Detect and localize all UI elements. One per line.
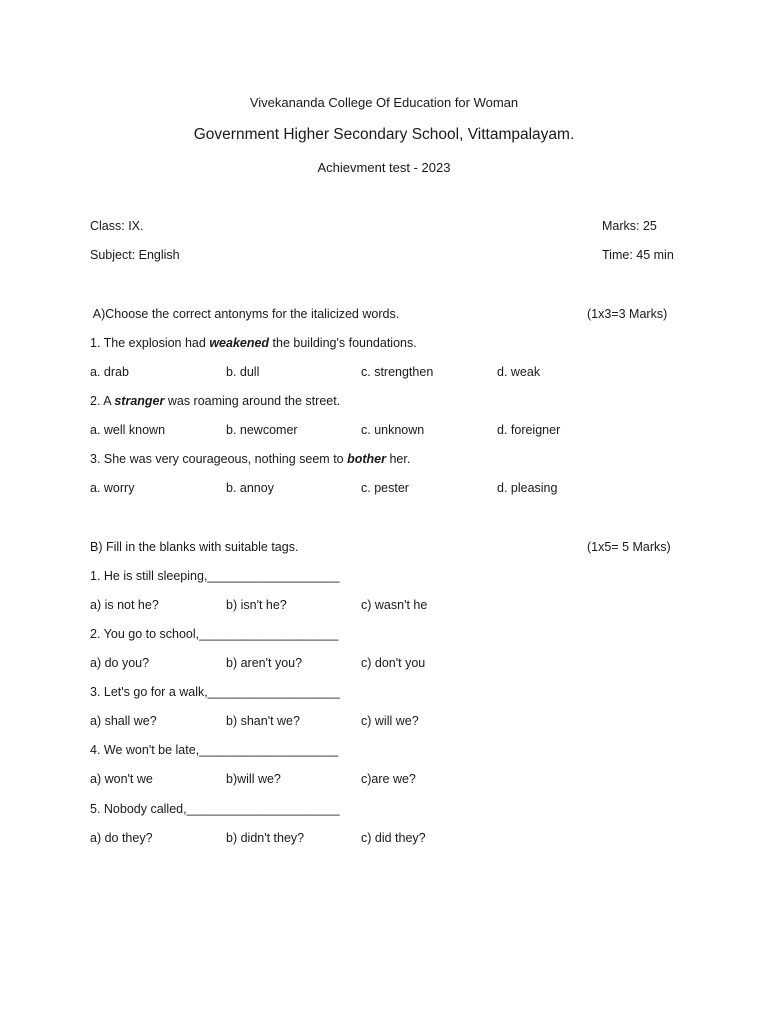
options-b5 (90, 830, 690, 846)
marks-label: Marks: 25 (602, 219, 657, 233)
question-b2: 2. You go to school,____________________ (90, 627, 339, 641)
option: d. pleasing (497, 481, 558, 495)
option: c. pester (361, 481, 409, 495)
question-text: the building's foundations. (269, 336, 417, 350)
option: c)are we? (361, 772, 416, 786)
options-a1 (90, 364, 690, 380)
option: b)will we? (226, 772, 281, 786)
question-text: 1. The explosion had (90, 336, 210, 350)
option: a) do you? (90, 656, 150, 670)
option: d. weak (497, 365, 541, 379)
class-label: Class: IX. (90, 219, 144, 233)
section-a-marks: (1x3=3 Marks) (587, 307, 668, 321)
question-b4: 4. We won't be late,____________________ (90, 743, 339, 757)
option: b. annoy (226, 481, 274, 495)
subject-label: Subject: English (90, 248, 180, 262)
section-a-heading: A)Choose the correct antonyms for the italicized words. (90, 307, 400, 321)
italicized-word: stranger (114, 394, 165, 408)
question-b3: 3. Let's go for a walk,___________________ (90, 685, 340, 699)
option: a) is not he? (90, 598, 159, 612)
options-b1 (90, 597, 690, 613)
question-text: 3. She was very courageous, nothing seem to (90, 452, 348, 466)
options-a2 (90, 422, 690, 438)
options-b4 (90, 771, 690, 787)
option: a) shall we? (90, 714, 157, 728)
option: a. worry (90, 481, 135, 495)
option: b) isn't he? (226, 598, 287, 612)
option: c. strengthen (361, 365, 434, 379)
option: a. drab (90, 365, 129, 379)
option: b) didn't they? (226, 831, 305, 845)
option: a. well known (90, 423, 166, 437)
question-text: 2. A (90, 394, 115, 408)
college-name: Vivekananda College Of Education for Woman (249, 95, 519, 110)
question-b5: 5. Nobody called,______________________ (90, 802, 340, 816)
question-a1 (90, 335, 417, 351)
test-title: Achievment test - 2023 (317, 160, 451, 175)
option: a) do they? (90, 831, 153, 845)
option: c) did they? (361, 831, 426, 845)
section-b-marks: (1x5= 5 Marks) (587, 540, 671, 554)
options-b3 (90, 713, 690, 729)
options-a3 (90, 480, 690, 496)
question-a2 (90, 393, 340, 409)
option: a) won't we (90, 772, 153, 786)
option: b. dull (226, 365, 260, 379)
option: b) aren't you? (226, 656, 303, 670)
question-a3 (90, 451, 410, 467)
time-label: Time: 45 min (602, 248, 674, 262)
option: c) don't you (361, 656, 426, 670)
option: d. foreigner (497, 423, 561, 437)
option: b) shan't we? (226, 714, 300, 728)
option: c) wasn't he (361, 598, 428, 612)
option: c. unknown (361, 423, 425, 437)
question-text: her. (385, 452, 411, 466)
options-b2 (90, 655, 690, 671)
question-b1: 1. He is still sleeping,___________________ (90, 569, 340, 583)
option: c) will we? (361, 714, 419, 728)
italicized-word: bother (347, 452, 386, 466)
italicized-word: weakened (209, 336, 270, 350)
option: b. newcomer (226, 423, 298, 437)
section-b-heading: B) Fill in the blanks with suitable tags. (90, 540, 299, 554)
question-text: was roaming around the street. (164, 394, 341, 408)
school-name: Government Higher Secondary School, Vittampalayam. (193, 126, 575, 143)
